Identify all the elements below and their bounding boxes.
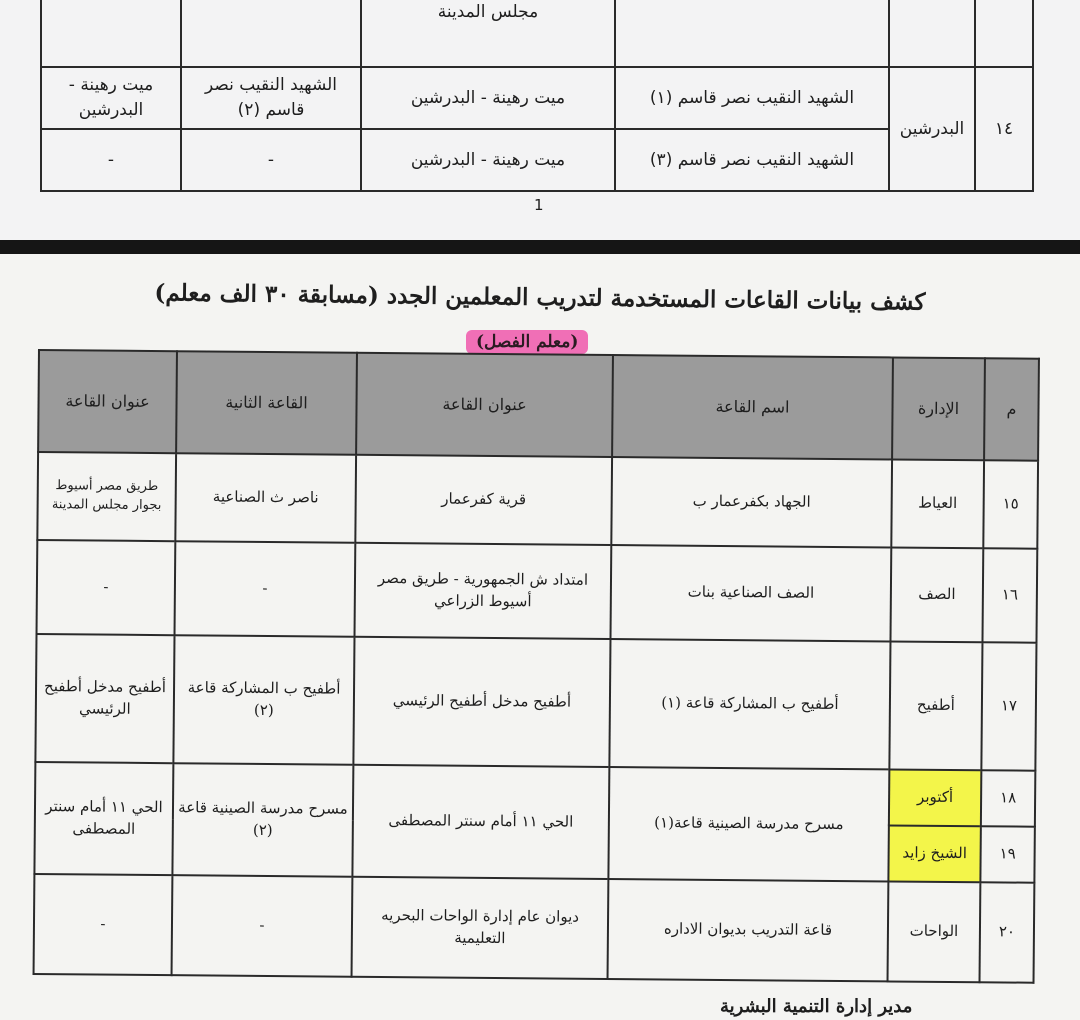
header-admin: الإدارة [892,357,985,460]
cell-second-hall: الشهيد النقيب نصر قاسم (٢) [181,67,361,129]
cell-num: ١٤ [975,67,1033,191]
header-num: م [984,358,1039,460]
cell-hall-address: ديوان عام إدارة الواحات البحريه التعليمية [352,877,609,979]
halls-table-continued [40,0,1034,192]
cell-hall-address: قرية كفرعمار [355,455,612,545]
document-title: كشف بيانات القاعات المستخدمة لتدريب المعلمين الجدد (مسابقة ٣٠ الف معلم) [154,279,926,316]
cell-hall-name: الشهيد النقيب نصر قاسم (٣) [615,129,889,191]
table-row [35,762,1035,827]
cell-hall-name: مسرح مدرسة الصينية قاعة(١) [608,767,889,881]
page-number: 1 [534,196,544,214]
cell-second-address [41,0,181,67]
cell-second-address: طريق مصر أسيوط بجوار مجلس المدينة [37,452,176,541]
cell-second-hall: - [181,129,361,191]
cell-second-hall: - [172,875,353,977]
cell-hall-address: مجلس المدينة [361,0,615,67]
cell-admin: أكتوبر [889,769,981,826]
signature-line: مدير إدارة التنمية البشرية [720,996,913,1017]
cell-num: ١٦ [982,548,1037,642]
cell-second-hall: أطفيح ب المشاركة قاعة (٢) [173,635,354,765]
cell-admin: العياط [891,459,984,548]
cell-second-address: أطفيح مدخل أطفيح الرئيسي [35,634,174,763]
halls-table [33,349,1040,984]
cell-hall-address: امتداد ش الجمهورية - طريق مصر أسيوط الزراعي [355,543,612,639]
cell-hall-address: أطفيح مدخل أطفيح الرئيسي [353,637,610,767]
table-row [37,452,1038,549]
cell-second-address: - [41,129,181,191]
cell-second-address: - [34,874,173,975]
table-row [41,67,1033,129]
cell-second-address: الحي ١١ أمام سنتر المصطفى [34,762,173,875]
cell-hall-name: الصف الصناعية بنات [610,545,891,641]
table-row [35,634,1036,771]
cell-second-address: - [37,540,176,635]
cell-hall-name: الشهيد النقيب نصر قاسم (١) [615,67,889,129]
page-main [0,254,1080,1020]
cell-hall-name [615,0,889,67]
header-second-address: عنوان القاعة [38,350,177,453]
table-row [41,129,1033,191]
cell-num: ١٩ [980,826,1034,882]
cell-second-hall: - [175,541,356,637]
page-divider [0,240,1080,254]
table-row [37,540,1038,643]
table-header-row [38,350,1039,461]
cell-second-hall: مسرح مدرسة الصينية قاعة (٢) [172,763,353,877]
cell-admin: أطفيح [889,641,982,770]
cell-admin: الصف [890,547,983,642]
cell-second-address: ميت رهينة - البدرشين [41,67,181,129]
page-fragment-top [0,0,1080,240]
header-hall-address: عنوان القاعة [356,353,613,457]
cell-num [975,0,1033,67]
cell-num: ٢٠ [980,882,1035,982]
cell-second-hall: ناصر ث الصناعية [175,453,356,543]
cell-hall-name: أطفيح ب المشاركة قاعة (١) [609,639,890,769]
cell-num: ١٨ [981,770,1035,826]
header-hall-name: اسم القاعة [612,355,893,459]
document-subtitle: (معلم الفصل) [466,330,588,354]
table-row [34,874,1035,983]
cell-admin: الشيخ زايد [888,825,980,882]
cell-hall-address: الحي ١١ أمام سنتر المصطفى [352,765,609,879]
cell-hall-name: الجهاد بكفرعمار ب [611,457,892,547]
cell-hall-address: ميت رهينة - البدرشين [361,129,615,191]
cell-num: ١٥ [983,460,1038,548]
cell-admin [889,0,975,67]
cell-hall-address: ميت رهينة - البدرشين [361,67,615,129]
cell-admin: الواحات [888,881,981,982]
cell-hall-name: قاعة التدريب بديوان الاداره [608,879,889,981]
cell-num: ١٧ [981,642,1036,770]
cell-second-hall [181,0,361,67]
table-row [41,0,1033,67]
header-second-hall: القاعة الثانية [176,351,357,455]
cell-admin: البدرشين [889,67,975,191]
